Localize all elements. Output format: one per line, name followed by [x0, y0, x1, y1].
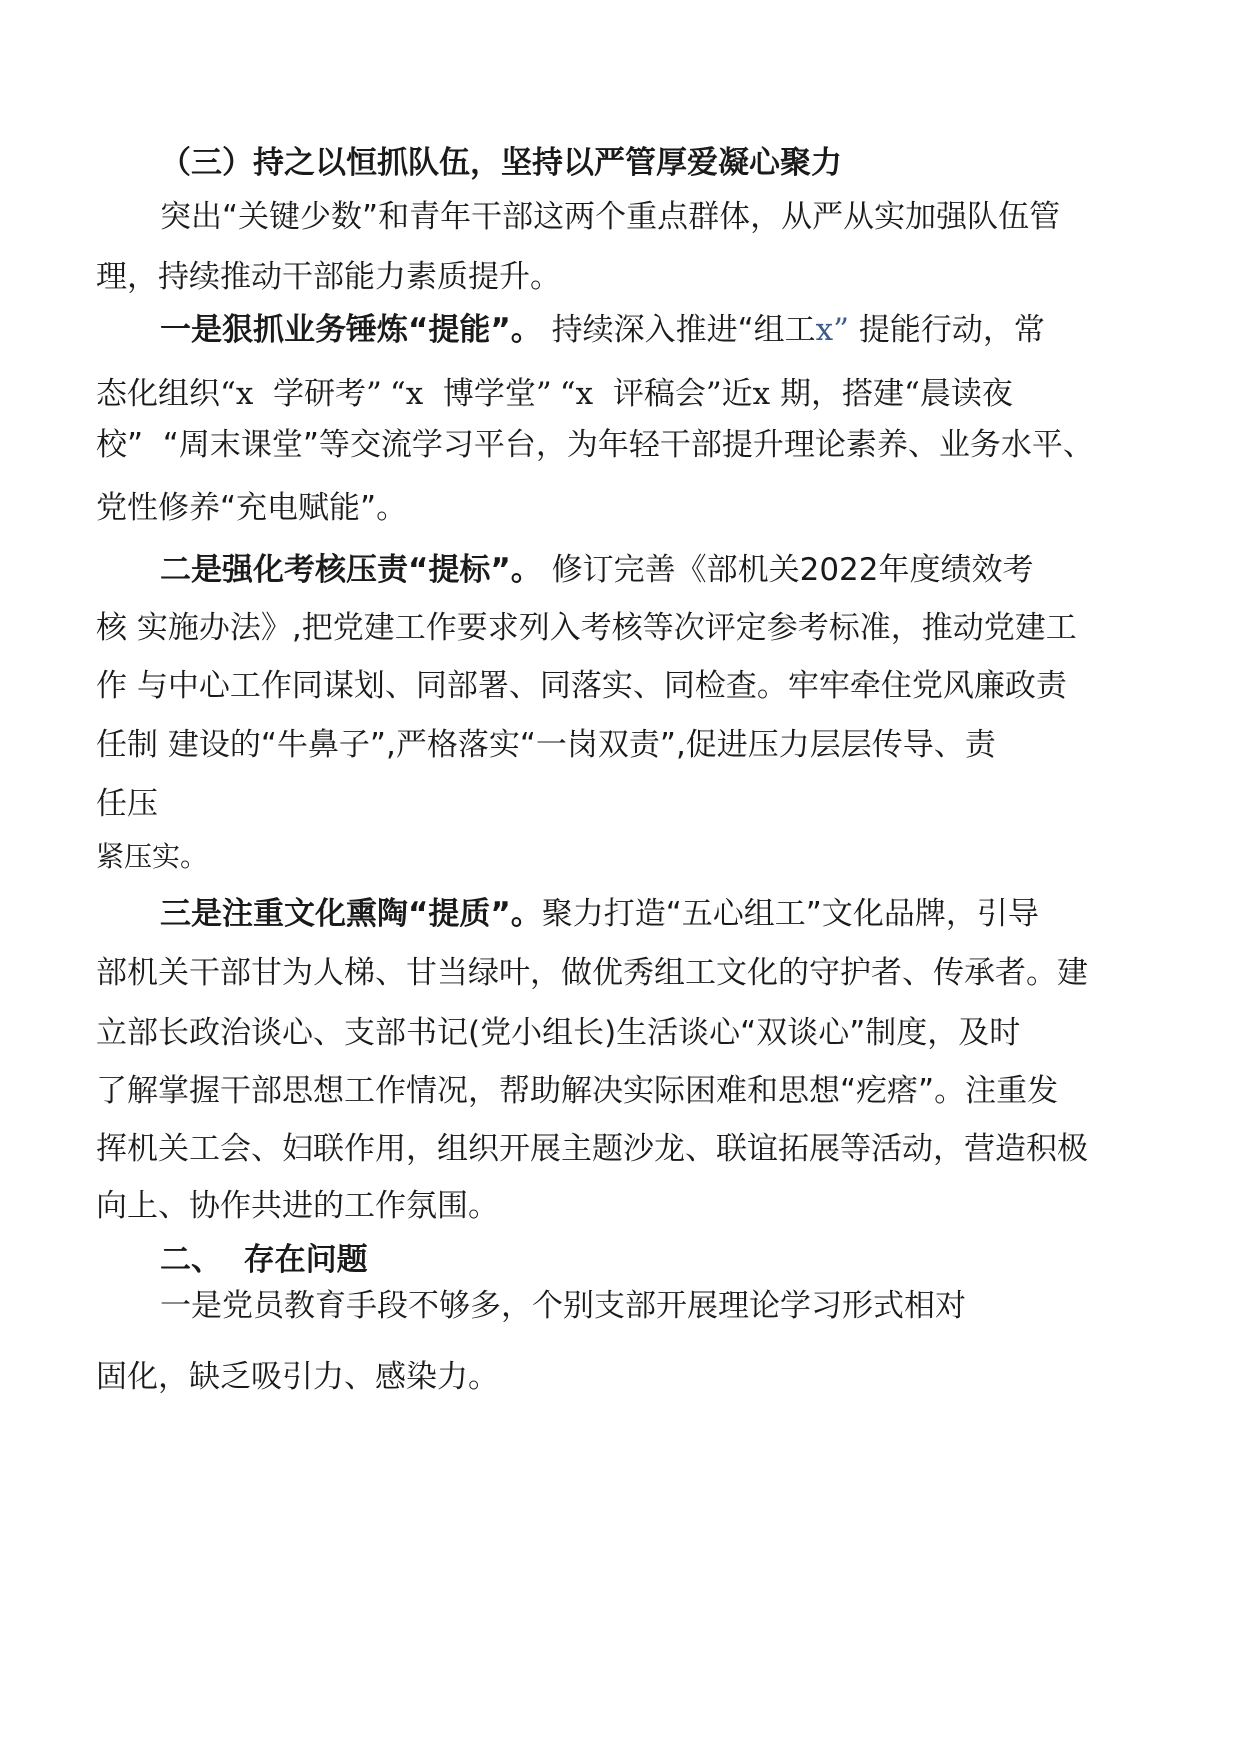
text-run: x”: [815, 312, 850, 348]
text-run: x 期，搭建“晨读夜: [752, 376, 1013, 412]
item-lead: 一是狠抓业务锤炼“提能”。: [160, 312, 542, 348]
text-run: “x 评稿会”近: [559, 376, 753, 412]
item-lead: 三是注重文化熏陶“提质”。: [160, 896, 542, 932]
paragraph-line: 核 实施办法》,把党建工作要求列入考核等次评定参考标准，推动党建工: [96, 610, 1077, 646]
paragraph-line: 任制 建设的“牛鼻子”,严格落实“一岗双责”,促进压力层层传导、责: [96, 727, 996, 763]
paragraph-line: 作 与中心工作同谋划、同部署、同落实、同检查。牢牢牵住党风廉政责: [96, 668, 1067, 704]
text-run: “x 博学堂”: [389, 376, 552, 412]
paragraph-line: [160, 550, 1034, 590]
text-run: 态化组织: [96, 376, 220, 412]
text-run: “x 学研考”: [220, 376, 382, 412]
text-run: 持续深入推进“组工: [541, 312, 816, 348]
section-heading: （三）持之以恒抓队伍，坚持以严管厚爱凝心聚力: [160, 145, 842, 181]
section-heading: 二、 存在问题: [160, 1242, 368, 1278]
paragraph-line: 校” “周末课堂”等交流学习平台，为年轻干部提升理论素养、业务水平、: [96, 427, 1094, 463]
paragraph-line: 党性修养“充电赋能”。: [96, 490, 408, 526]
paragraph-line: [96, 374, 1013, 414]
paragraph-line: [160, 894, 1039, 934]
paragraph-line: 了解掌握干部思想工作情况，帮助解决实际困难和思想“疙瘩”。注重发: [96, 1073, 1059, 1109]
paragraph-line: 固化，缺乏吸引力、感染力。: [96, 1359, 499, 1395]
paragraph-line: 突出“关键少数”和青年干部这两个重点群体，从严从实加强队伍管: [160, 199, 1061, 235]
text-run: 聚力打造“五心组工”文化品牌，引导: [541, 896, 1039, 932]
paragraph-line: 部机关干部甘为人梯、甘当绿叶，做优秀组工文化的守护者、传承者。建: [96, 955, 1088, 991]
paragraph-line: 理，持续推动干部能力素质提升。: [96, 259, 561, 295]
text-run: 修订完善《部机关2022年度绩效考: [541, 552, 1034, 588]
paragraph-line: 任压: [96, 786, 158, 822]
paragraph-line: 立部长政治谈心、支部书记(党小组长)生活谈心“双谈心”制度，及时: [96, 1015, 1021, 1051]
paragraph-line: 向上、协作共进的工作氛围。: [96, 1188, 499, 1224]
paragraph-line: 挥机关工会、妇联作用，组织开展主题沙龙、联谊拓展等活动，营造积极: [96, 1131, 1088, 1167]
paragraph-line: 一是党员教育手段不够多，个别支部开展理论学习形式相对: [160, 1288, 966, 1324]
item-lead: 二是强化考核压责“提标”。: [160, 552, 542, 588]
paragraph-line: 紧压实。: [96, 840, 209, 873]
paragraph-line: [160, 310, 1045, 350]
text-run: 提能行动，常: [849, 312, 1045, 348]
